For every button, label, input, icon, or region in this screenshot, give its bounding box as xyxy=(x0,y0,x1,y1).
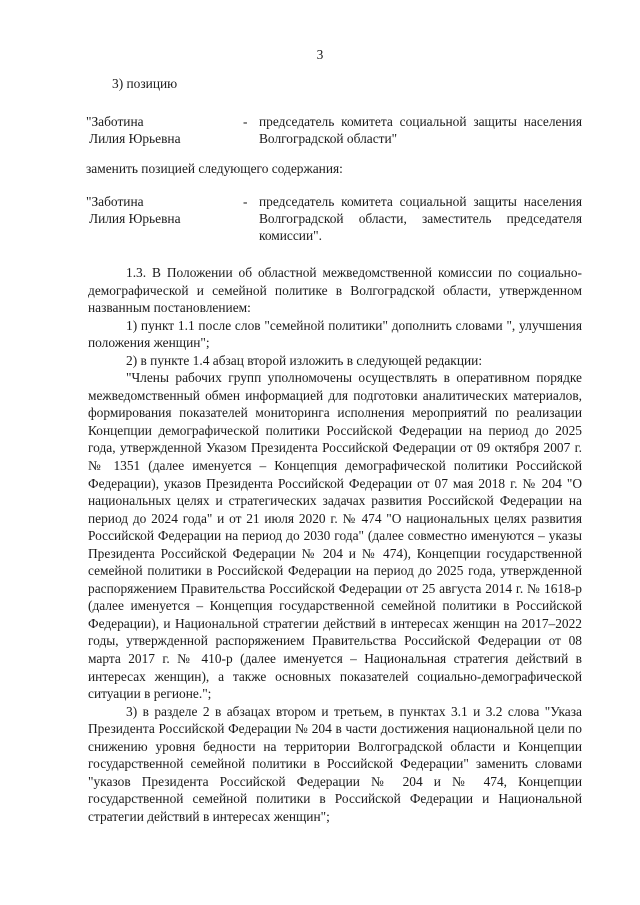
paragraph-sub-3: 3) в разделе 2 в абзацах втором и третьем, в пунктах 3.1 и 3.2 слова "Указа Президента Российской Федерации № 204 в части достижения национальной цели по снижению уровня бедности на территории Волгоградской области и Концепции государственной семейной политики в Российской Федерации" заменить словами "указов Президента Российской Федерации № 204 и № 474, Концепции государственной семейной политики в Российской Федерации и Национальной стратегии действий в интересах женщин"; xyxy=(88,703,582,824)
new-position-person xyxy=(86,193,181,227)
old-position-dash: - xyxy=(243,114,248,129)
paragraph-sub-2: 2) в пункте 1.4 абзац второй изложить в следующей редакции: xyxy=(126,352,483,368)
paragraph-1-3: 1.3. В Положении об областной межведомственной комиссии по социально-демографической и семейной политике в Волгоградской области, утвержденном названным постановлением: xyxy=(88,265,582,316)
old-position-person xyxy=(86,113,181,147)
body-text xyxy=(88,264,582,826)
paragraph-quote: "Члены рабочих групп уполномочены осуществлять в оперативном порядке межведомственный обмен информацией для подготовки аналитических материалов, формирования показателей мониторинга исполнения мероприятий по реализации Концепции демографической политики Российской Федерации на период до 2025 года, утвержденной Указом Президента Российской Федерации от 09 октября 2007 г. № 1351 (далее именуется – Концепция демографической политики Российской Федерации), указов Президента Российской Федерации от 07 мая 2018 г. № 204 "О национальных целях и стратегических задачах развития Российской Федерации на период до 2024 года" и от 21 июля 2020 г. № 474 "О национальных целях развития Российской Федерации на период до 2030 года" (далее совместно именуются – указы Президента Российской Федерации № 204 и № 474), Концепции государственной семейной политики в Российской Федерации на период до 2025 года, утвержденной распоряжением Правительства Российской Федерации от 25 августа 2014 г. № 1618-р (далее именуется – Концепция государственной семейной политики в Российской Федерации), и Национальной стратегии действий в интересах женщин на 2017–2022 годы, утвержденной распоряжением Правительства Российской Федерации от 08 марта 2017 г. № 410-р (далее именуется – Национальная стратегия действий в интересах женщин), а также основных показателей социально-демографической ситуации в регионе."; xyxy=(88,370,582,702)
old-position-name: Лилия Юрьевна xyxy=(89,131,181,146)
new-position-dash: - xyxy=(243,194,248,209)
old-position-role: председатель комитета социальной защиты населения Волгоградской области" xyxy=(259,114,582,146)
item-3-heading: 3) позицию xyxy=(112,76,178,91)
replace-text: заменить позицией следующего содержания: xyxy=(86,161,343,176)
old-position-surname: "Заботина xyxy=(86,114,144,129)
new-position-name: Лилия Юрьевна xyxy=(89,211,181,226)
new-position-role: председатель комитета социальной защиты населения Волгоградской области, заместитель председателя комиссии". xyxy=(259,194,582,243)
new-position-surname: "Заботина xyxy=(86,194,144,209)
paragraph-sub-1: 1) пункт 1.1 после слов "семейной политики" дополнить словами ", улучшения положения женщин"; xyxy=(88,317,582,351)
page-number: 3 xyxy=(316,47,324,62)
